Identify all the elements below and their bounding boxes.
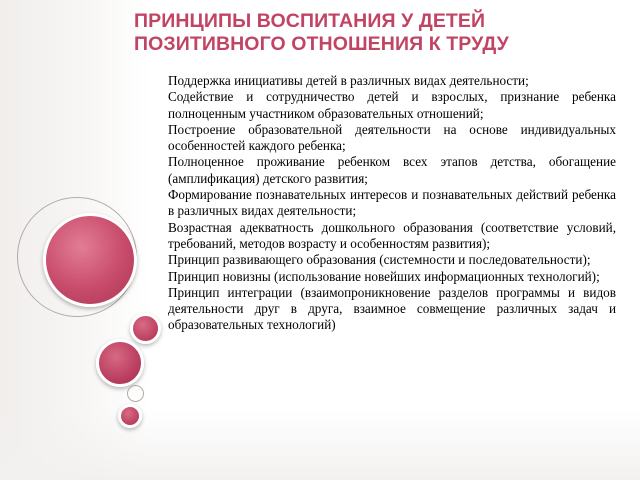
bottom-decor-fade (0, 410, 640, 480)
principle-item: Построение образовательной деятельности на основе индивидуальных особенностей каждого ребенка; (168, 121, 616, 154)
decor-circle-small (130, 313, 161, 344)
decor-circle-large (43, 213, 137, 307)
decor-circle-medium (96, 339, 144, 387)
principle-item: Содействие и сотрудничество детей и взрослых, признание ребенка полноценным участником образовательных отношений; (168, 89, 616, 121)
principle-item: Принцип развивающего образования (системности и последовательности); (168, 252, 591, 268)
principle-item: Формирование познавательных интересов и познавательных действий ребенка в различных видах деятельности; (168, 187, 616, 219)
principle-item: Принцип новизны (использование новейших информационных технологий); (168, 268, 600, 284)
slide-title-line-1: ПРИНЦИПЫ ВОСПИТАНИЯ У ДЕТЕЙ (134, 10, 486, 32)
principle-item: Возрастная адекватность дошкольного образования (соответствие условий, требований, методов возрасту и особенностям развития); (168, 219, 616, 251)
slide-title-line-2: ПОЗИТИВНОГО ОТНОШЕНИЯ К ТРУДУ (134, 33, 509, 55)
decor-ring-small (127, 385, 144, 402)
principle-item: Полноценное проживание ребенком всех этапов детства, обогащение (амплификация) детского развития; (168, 154, 616, 186)
principles-list (168, 73, 616, 334)
decor-circle-tiny (118, 404, 142, 428)
slide-title (134, 10, 634, 56)
principle-item: Поддержка инициативы детей в различных видах деятельности; (168, 73, 529, 88)
principle-item: Принцип интеграции (взаимопроникновение разделов программы и видов деятельности друг в друга, взаимное совмещение различных задач и образовательных технологий) (168, 284, 616, 333)
